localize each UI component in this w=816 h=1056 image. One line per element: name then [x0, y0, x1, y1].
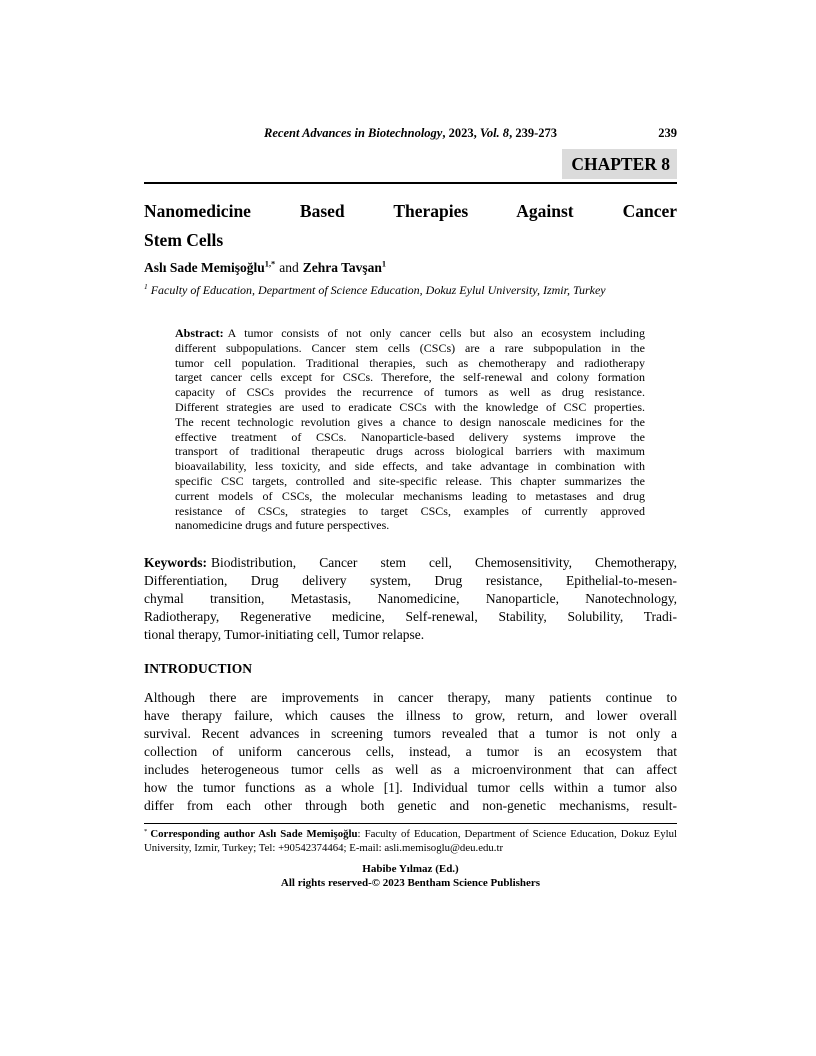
keywords-label: Keywords:	[144, 555, 207, 571]
text-line: target cancer cells except for CSCs. Therefore, the self-renewal and colony formation	[175, 370, 645, 385]
abstract-block	[175, 326, 645, 533]
authors-line	[144, 260, 677, 276]
footnote-line-1	[144, 828, 677, 842]
copyright-line: All rights reserved-© 2023 Bentham Science Publishers	[280, 876, 541, 889]
footnote-block	[144, 828, 677, 855]
text-line: specific CSC targets, controlled and site-specific release. This chapter summarizes the	[175, 473, 645, 488]
abstract-lines	[175, 341, 645, 533]
text-line: tumor cell population. Traditional therapies, such as chemotherapy and radiotherapy	[175, 355, 645, 370]
chapter-title	[144, 197, 677, 255]
journal-citation	[144, 126, 677, 141]
text-line: different subpopulations. Cancer stem cells (CSCs) are a rare subpopulation in the	[175, 340, 645, 355]
introduction-heading: INTRODUCTION	[144, 661, 253, 677]
affiliation-line	[144, 283, 677, 298]
abstract-first-line	[175, 326, 645, 341]
text-line: Radiotherapy, Regenerative medicine, Self-renewal, Stability, Solubility, Tradi-	[144, 609, 677, 625]
editor-line: Habibe Yılmaz (Ed.)	[362, 863, 459, 876]
chapter-badge: CHAPTER 8	[562, 149, 677, 179]
text-line: survival. Recent advances in screening tumors revealed that a tumor is not only a	[144, 726, 677, 742]
author-name-2: Zehra Tavşan	[302, 260, 382, 275]
text-line: tional therapy, Tumor-initiating cell, Tumor relapse.	[144, 627, 425, 643]
journal-title: Recent Advances in Biotechnology	[264, 126, 443, 140]
text-line: have therapy failure, which causes the illness to grow, return, and lower overall	[144, 708, 677, 724]
text-line: collection of uniform cancerous cells, instead, a tumor is an ecosystem that	[144, 744, 677, 760]
corresponding-author-bold: Corresponding author Aslı Sade Memişoğlu	[150, 828, 358, 841]
keywords-first-line-text: Biodistribution, Cancer stem cell, Chemosensitivity, Chemotherapy,	[211, 555, 677, 571]
footnote-rule	[144, 823, 677, 824]
journal-volume: Vol. 8	[479, 126, 510, 140]
affiliation-text: Faculty of Education, Department of Science Education, Dokuz Eylul University, Izmir, Turkey	[150, 283, 606, 297]
footnote-line-2: University, Izmir, Turkey; Tel: +90542374464; E-mail: asli.memisoglu@deu.edu.tr	[144, 841, 504, 854]
text-line: The recent technologic revolution gives a chance to design nanoscale medicines for the	[175, 414, 645, 429]
text-line: Stem Cells	[144, 230, 224, 250]
page-footer	[144, 823, 677, 890]
journal-pages: , 239-273	[509, 126, 557, 140]
author-name-1: Aslı Sade Memişoğlu	[144, 260, 265, 275]
text-line: current models of CSCs, the molecular mechanisms leading to metastases and drug	[175, 488, 645, 503]
text-line: capacity of CSCs provides the recurrence of tumors as well as drug resistance.	[175, 385, 645, 400]
text-line: Although there are improvements in cancer therapy, many patients continue to	[144, 690, 677, 706]
text-line: nanomedicine drugs and future perspectives.	[175, 518, 390, 533]
text-line: bioavailability, less toxicity, and side effects, and take advantage in combination with	[175, 459, 645, 474]
journal-year: , 2023,	[442, 126, 480, 140]
abstract-first-line-text: A tumor consists of not only cancer cells but also an ecosystem including	[227, 326, 645, 340]
text-line: resistance of CSCs, strategies to target CSCs, examples of currently approved	[175, 503, 645, 518]
keywords-block	[144, 554, 677, 644]
running-header	[144, 126, 677, 142]
keywords-lines	[144, 572, 677, 644]
text-line: Differentiation, Drug delivery system, Drug resistance, Epithelial-to-mesen-	[144, 573, 677, 589]
text-line: transport of traditional therapeutic drugs across biological barriers with maximum	[175, 444, 645, 459]
text-line: Different strategies are used to eradicate CSCs with the knowledge of CSC properties.	[175, 399, 645, 414]
authors-connector: and	[279, 260, 299, 275]
publisher-block	[144, 863, 677, 890]
text-line: how the tumor functions as a whole [1]. Individual tumor cells within a tumor also	[144, 780, 677, 796]
footnote-line-1-text: : Faculty of Education, Department of Science Education, Dokuz Eylul	[357, 828, 677, 841]
author-superscript-1: 1,*	[264, 259, 276, 269]
author-superscript-2: 1	[381, 259, 387, 269]
text-line: differ from each other through both genetic and non-genetic mechanisms, result-	[144, 798, 677, 814]
page-number: 239	[658, 126, 677, 140]
text-line: effective treatment of CSCs. Nanoparticle-based delivery systems improve the	[175, 429, 645, 444]
abstract-label: Abstract:	[175, 326, 224, 340]
affiliation-superscript: 1	[144, 282, 148, 291]
header-rule	[144, 182, 677, 184]
text-line: chymal transition, Metastasis, Nanomedicine, Nanoparticle, Nanotechnology,	[144, 591, 677, 607]
text-line: includes heterogeneous tumor cells as well as a microenvironment that can affect	[144, 762, 677, 778]
chapter-badge-row	[144, 149, 677, 179]
keywords-first-line	[144, 554, 677, 572]
text-line: Nanomedicine Based Therapies Against Cancer	[144, 201, 677, 221]
footnote-marker: *	[144, 827, 148, 835]
introduction-paragraph	[144, 689, 677, 815]
